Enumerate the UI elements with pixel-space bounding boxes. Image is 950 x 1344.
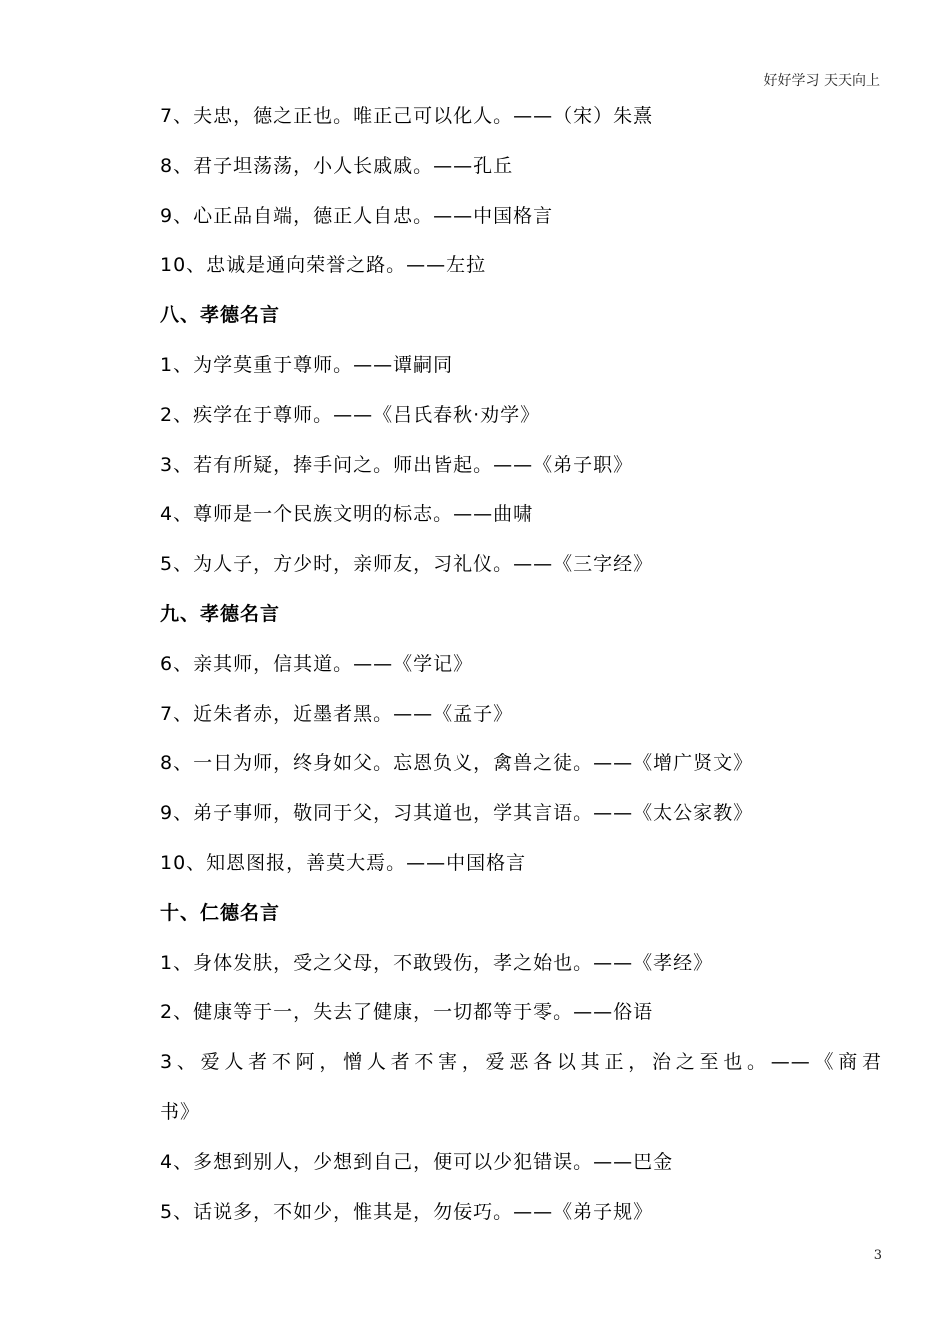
quote-line: 1、为学莫重于尊师。——谭嗣同 xyxy=(160,353,454,376)
quote-line: 10、知恩图报，善莫大焉。——中国格言 xyxy=(160,851,527,874)
quote-line: 1、身体发肤，受之父母，不敢毁伤，孝之始也。——《孝经》 xyxy=(160,951,714,974)
quote-line: 3、爱人者不阿，憎人者不害，爱恶各以其正，治之至也。——《商君 xyxy=(160,1051,882,1074)
section-heading: 八、孝德名言 xyxy=(160,304,281,327)
quote-line: 6、亲其师，信其道。——《学记》 xyxy=(160,652,474,675)
page-header: 好好学习 天天向上 xyxy=(763,73,880,89)
quote-line: 3、若有所疑，捧手问之。师出皆起。——《弟子职》 xyxy=(160,453,634,476)
quote-line: 4、尊师是一个民族文明的标志。——曲啸 xyxy=(160,503,534,526)
document-body xyxy=(160,98,882,1243)
quote-line: 9、弟子事师，敬同于父，习其道也，学其言语。——《太公家教》 xyxy=(160,802,754,825)
quote-line: 10、忠诚是通向荣誉之路。——左拉 xyxy=(160,254,487,277)
quote-line-continuation: 书》 xyxy=(160,1100,201,1123)
quote-line: 9、心正品自端，德正人自忠。——中国格言 xyxy=(160,204,554,227)
quote-line: 5、为人子，方少时，亲师友，习礼仪。——《三字经》 xyxy=(160,553,654,576)
quote-line: 2、健康等于一，失去了健康，一切都等于零。——俗语 xyxy=(160,1001,654,1024)
quote-line: 8、君子坦荡荡，小人长戚戚。——孔丘 xyxy=(160,154,514,177)
quote-line: 2、疾学在于尊师。——《吕氏春秋·劝学》 xyxy=(160,403,541,426)
quote-line: 7、近朱者赤，近墨者黑。——《孟子》 xyxy=(160,702,514,725)
quote-line: 8、一日为师，终身如父。忘恩负义，禽兽之徒。——《增广贤文》 xyxy=(160,752,754,775)
section-heading: 十、仁德名言 xyxy=(160,901,281,924)
quote-line: 5、话说多，不如少，惟其是，勿佞巧。——《弟子规》 xyxy=(160,1200,654,1223)
quote-line: 7、夫忠，德之正也。唯正己可以化人。——（宋）朱熹 xyxy=(160,105,654,127)
page-number: 3 xyxy=(873,1248,882,1263)
section-heading: 九、孝德名言 xyxy=(160,602,281,625)
quote-line: 4、多想到别人，少想到自己，便可以少犯错误。——巴金 xyxy=(160,1150,674,1173)
